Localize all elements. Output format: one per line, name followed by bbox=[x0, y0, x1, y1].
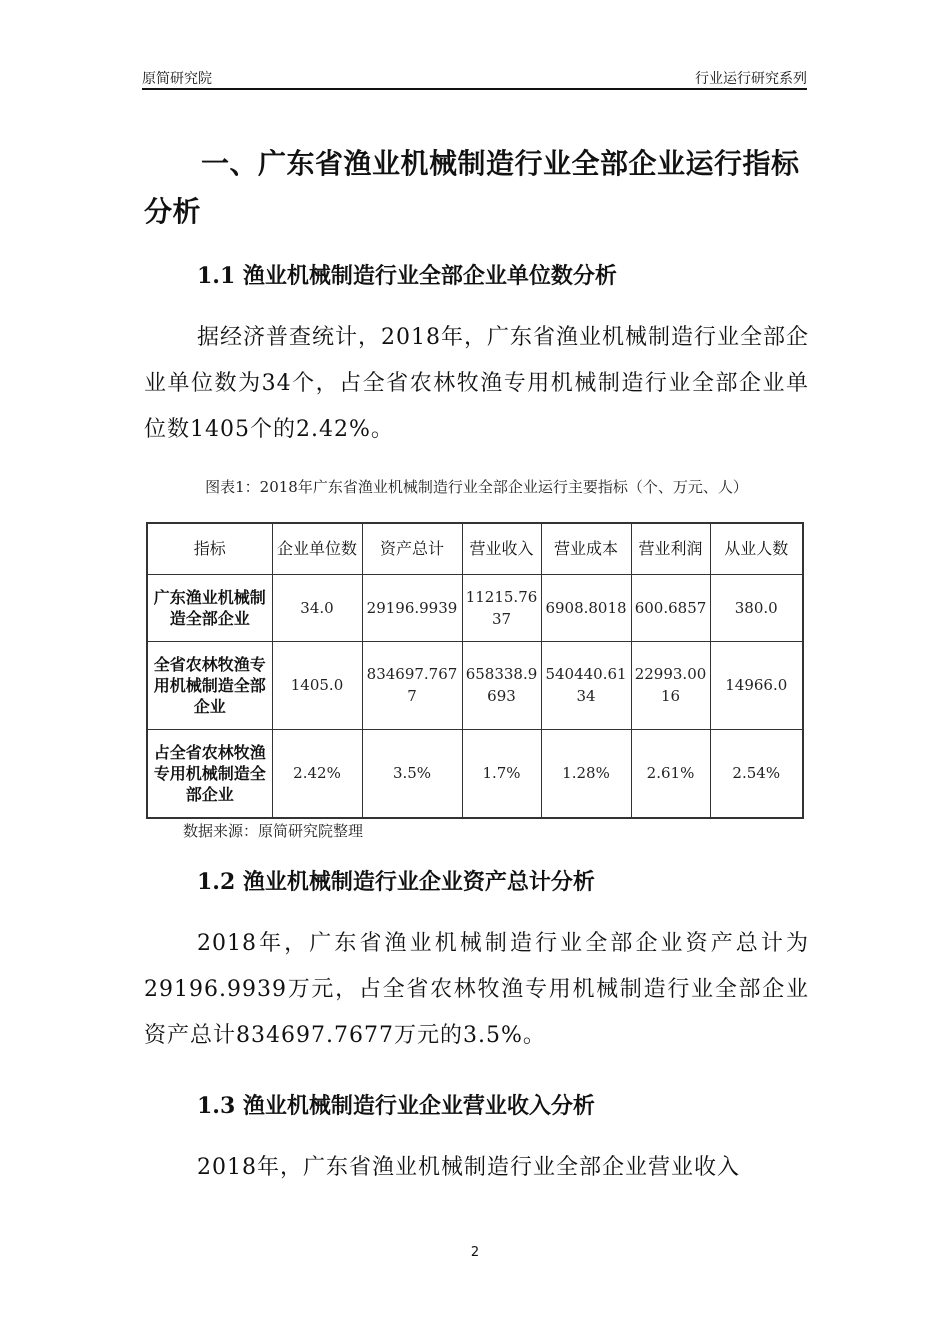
table-cell: 1405.0 bbox=[272, 641, 362, 729]
table-cell: 14966.0 bbox=[710, 641, 803, 729]
column-header: 从业人数 bbox=[710, 523, 803, 574]
paragraph-1-3: 2018年，广东省渔业机械制造行业全部企业营业收入 bbox=[197, 1155, 740, 1180]
table-cell: 600.6857 bbox=[631, 574, 710, 641]
column-header: 营业收入 bbox=[462, 523, 541, 574]
section-title: 一、广东省渔业机械制造行业全部企业运行指标分析 bbox=[144, 147, 800, 228]
header-org-name: 原简研究院 bbox=[142, 71, 212, 87]
column-header: 企业单位数 bbox=[272, 523, 362, 574]
row-label: 占全省农林牧渔专用机械制造全部企业 bbox=[147, 729, 272, 818]
table-row bbox=[147, 641, 803, 729]
table-cell: 22993.0016 bbox=[631, 641, 710, 729]
table-cell: 380.0 bbox=[710, 574, 803, 641]
table-cell: 6908.8018 bbox=[541, 574, 631, 641]
row-label: 广东渔业机械制造全部企业 bbox=[147, 574, 272, 641]
column-header: 指标 bbox=[147, 523, 272, 574]
table-cell: 540440.6134 bbox=[541, 641, 631, 729]
page-header bbox=[142, 66, 807, 90]
table-cell: 1.7% bbox=[462, 729, 541, 818]
table-cell: 2.42% bbox=[272, 729, 362, 818]
row-label: 全省农林牧渔专用机械制造全部企业 bbox=[147, 641, 272, 729]
header-series-name: 行业运行研究系列 bbox=[695, 71, 807, 87]
column-header: 资产总计 bbox=[362, 523, 462, 574]
subsection-heading-1-3: 1.3 渔业机械制造行业企业营业收入分析 bbox=[197, 1093, 595, 1119]
column-header: 营业利润 bbox=[631, 523, 710, 574]
table-cell: 2.61% bbox=[631, 729, 710, 818]
table-cell: 1.28% bbox=[541, 729, 631, 818]
table-cell: 29196.9939 bbox=[362, 574, 462, 641]
table-cell: 34.0 bbox=[272, 574, 362, 641]
table-cell: 658338.9693 bbox=[462, 641, 541, 729]
table-cell: 11215.7637 bbox=[462, 574, 541, 641]
subsection-heading-1-2: 1.2 渔业机械制造行业企业资产总计分析 bbox=[197, 869, 595, 895]
paragraph-1-1: 据经济普查统计，2018年，广东省渔业机械制造行业全部企业单位数为34个，占全省农林牧渔专用机械制造行业全部企业单位数1405个的2.42%。 bbox=[144, 325, 809, 442]
column-header: 营业成本 bbox=[541, 523, 631, 574]
table-cell: 834697.7677 bbox=[362, 641, 462, 729]
page-number: 2 bbox=[470, 1245, 480, 1260]
subsection-heading-1-1: 1.1 渔业机械制造行业全部企业单位数分析 bbox=[197, 263, 617, 289]
table-row bbox=[147, 574, 803, 641]
table-cell: 3.5% bbox=[362, 729, 462, 818]
table-header-row bbox=[147, 523, 803, 574]
table-row bbox=[147, 729, 803, 818]
table-source-note: 数据来源：原简研究院整理 bbox=[183, 822, 364, 840]
table-caption: 图表1：2018年广东省渔业机械制造行业全部企业运行主要指标（个、万元、人） bbox=[205, 478, 748, 496]
indicators-table bbox=[146, 522, 804, 819]
paragraph-1-2: 2018年，广东省渔业机械制造行业全部企业资产总计为29196.9939万元，占全省农林牧渔专用机械制造行业全部企业资产总计834697.7677万元的3.5%。 bbox=[144, 931, 809, 1048]
table-cell: 2.54% bbox=[710, 729, 803, 818]
